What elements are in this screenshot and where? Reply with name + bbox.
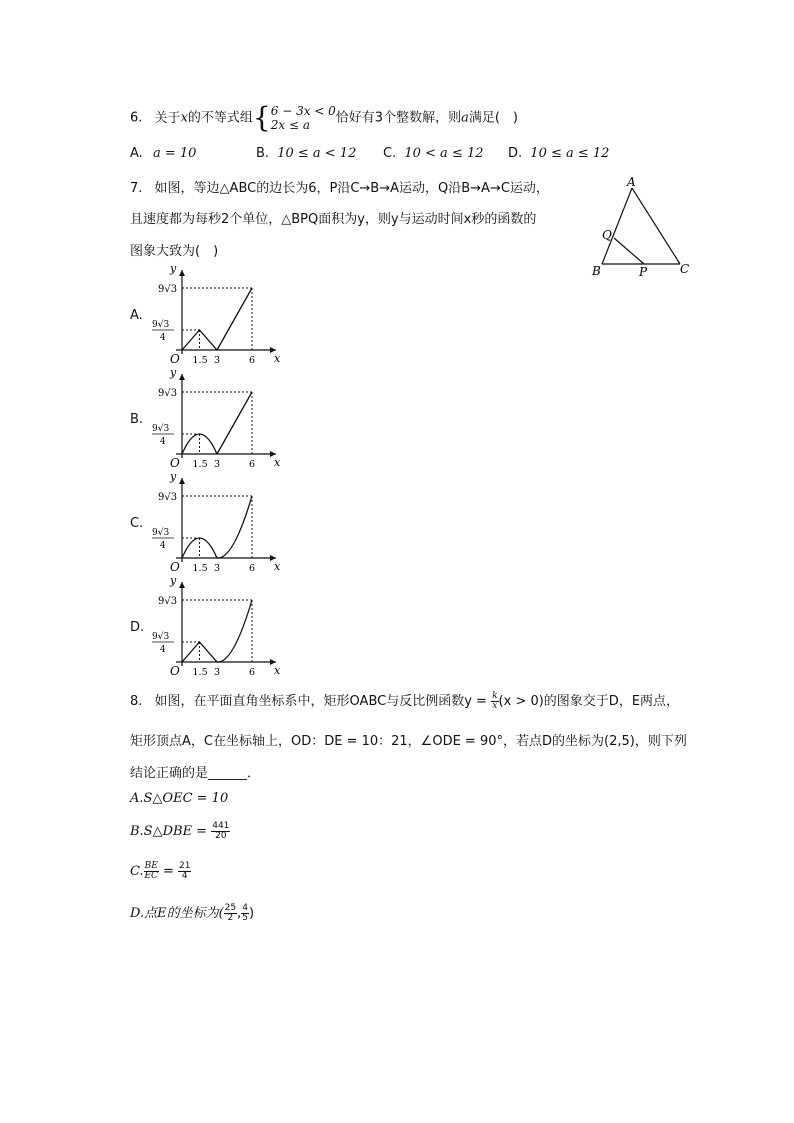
x-tick-3: 3 (214, 667, 221, 678)
q7-option-b-graph (146, 366, 286, 470)
y-tick-mid-den: 4 (160, 333, 166, 343)
y-tick-mid-den: 4 (160, 437, 166, 447)
x-tick-1-5: 1.5 (192, 667, 208, 678)
y-tick-mid-num: 9√3 (152, 320, 170, 330)
frac-den: 4 (181, 871, 188, 881)
frac-num: 4 (242, 903, 248, 913)
q6-option-d-text: 10 ≤ a ≤ 12 (530, 146, 610, 161)
x-tick-1-5: 1.5 (192, 459, 208, 470)
y-axis-label: y (170, 262, 177, 275)
y-tick-mid-den: 4 (160, 645, 166, 655)
q8-option-b-left: B.S△DBE = (130, 824, 208, 839)
curve-second-part (217, 600, 252, 662)
y-axis-arrow-icon (179, 374, 185, 380)
y-tick-top: 9√3 (158, 284, 178, 295)
y-tick-mid-num: 9√3 (152, 632, 170, 642)
q8-option-d-x (224, 904, 237, 923)
origin-label: O (170, 352, 180, 366)
point-label-p: P (639, 265, 648, 279)
q7-option-c-label: C. (130, 516, 144, 531)
q8-text-line1a: 如图，在平面直角坐标系中，矩形OABC与反比例函数y = (154, 694, 487, 709)
q8-option-d (130, 902, 254, 923)
frac-num: 21 (179, 861, 191, 871)
y-axis-label: y (170, 574, 177, 587)
q6-suffix2: 满足( ) (468, 110, 518, 126)
q8-option-c (130, 862, 191, 881)
frac-den: 2 (227, 913, 234, 923)
x-axis-label: x (274, 456, 281, 469)
x-tick-1-5: 1.5 (192, 563, 208, 574)
q6-option-d-label: D. (508, 146, 523, 161)
frac-den: EC (144, 871, 158, 881)
y-tick-mid-den: 4 (160, 541, 166, 551)
q6-mid: 的不等式组 (187, 110, 253, 126)
q6-stem (130, 101, 518, 134)
q6-number: 6. (130, 110, 143, 126)
x-tick-3: 3 (214, 563, 221, 574)
q8-option-c-ratio (144, 862, 159, 881)
q8-option-c-value (178, 862, 191, 881)
vertex-label-b: B (592, 264, 601, 278)
frac-num: 25 (224, 903, 237, 913)
q7-option-d-label: D. (130, 620, 145, 635)
y-tick-top: 9√3 (158, 388, 178, 399)
q7-line3: 图象大致为( ) (130, 244, 219, 259)
q6-prefix: 关于 (154, 110, 181, 126)
q8-option-d-y (241, 904, 249, 923)
y-tick-mid-num: 9√3 (152, 424, 170, 434)
q6-option-b-label: B. (256, 146, 270, 161)
q8-option-b-fraction (211, 822, 230, 841)
x-axis-label: x (274, 560, 281, 573)
q8-option-b (130, 822, 230, 841)
y-axis-label: y (170, 366, 177, 379)
q8-option-d-left: D.点E的坐标为( (130, 906, 224, 921)
y-tick-mid-num: 9√3 (152, 528, 170, 538)
y-tick-top: 9√3 (158, 596, 178, 607)
q7-line2: 且速度都为每秒2个单位，△BPQ面积为y，则y与运动时间x秒的函数的 (130, 212, 537, 227)
q6-var-x: x (180, 110, 188, 126)
left-brace-icon: { (252, 101, 271, 134)
q8-option-d-sep: , (237, 906, 242, 921)
x-axis-label: x (274, 664, 281, 677)
y-axis-arrow-icon (179, 582, 185, 588)
q8-option-a: A.S△OEC = 10 (130, 791, 229, 806)
y-axis-arrow-icon (179, 478, 185, 484)
x-tick-3: 3 (214, 459, 221, 470)
q8-line2: 矩形顶点A，C在坐标轴上，OD：DE = 10：21，∠ODE = 90°，若点D的坐标为(2,5)，则下列 (130, 734, 687, 749)
q6-option-a-text: a = 10 (152, 146, 197, 161)
q8-number: 8. (130, 694, 143, 709)
q7-option-b-label: B. (130, 412, 144, 427)
curve-second-part (217, 288, 252, 350)
q8-line1 (130, 690, 679, 711)
frac-num: BE (144, 861, 158, 871)
x-axis-label: x (274, 352, 281, 365)
q7-line1 (130, 177, 549, 196)
q7-option-d-graph (146, 574, 286, 678)
vertex-label-a: A (627, 176, 636, 189)
q7-text-line1: 如图，等边△ABC的边长为6，P沿C→B→A运动，Q沿B→A→C运动， (154, 181, 549, 196)
y-tick-top: 9√3 (158, 492, 178, 503)
q7-option-a-graph (146, 262, 286, 366)
y-axis-arrow-icon (179, 270, 185, 276)
q6-option-c (383, 146, 484, 161)
q6-var-a: a (461, 110, 469, 126)
origin-label: O (170, 664, 180, 678)
q7-option-a-label: A. (130, 308, 143, 323)
q6-inequality-system (252, 101, 336, 134)
x-tick-6: 6 (249, 459, 256, 470)
q7-triangle-figure (588, 176, 698, 281)
q6-suffix1: 恰好有3个整数解，则 (335, 110, 462, 126)
q8-option-c-left: C. (130, 864, 144, 879)
q8-line3: 结论正确的是______． (130, 766, 261, 781)
q8-fraction-k-over-x (491, 692, 498, 711)
frac-den: 5 (242, 913, 248, 923)
frac-num: 441 (212, 821, 230, 831)
x-tick-1-5: 1.5 (192, 355, 208, 366)
q6-option-a (130, 146, 196, 161)
q6-eq1: 6 − 3x < 0 (270, 104, 336, 118)
q8-text-line1b: (x > 0)的图象交于D，E两点， (498, 694, 680, 709)
y-axis-label: y (170, 470, 177, 483)
frac-den: 20 (215, 831, 227, 841)
q7-number: 7. (130, 181, 143, 196)
curve-second-part (217, 392, 252, 454)
x-tick-6: 6 (249, 563, 256, 574)
curve-second-part (217, 496, 252, 558)
q6-option-c-text: 10 < a ≤ 12 (404, 146, 484, 161)
q6-option-b-text: 10 ≤ a < 12 (277, 146, 357, 161)
q8-option-d-right: ) (248, 906, 255, 921)
q6-option-a-label: A. (130, 146, 143, 161)
q6-option-b (256, 146, 356, 161)
point-label-q: Q (602, 228, 612, 242)
x-tick-3: 3 (214, 355, 221, 366)
origin-label: O (170, 456, 180, 470)
frac-num: k (492, 691, 498, 701)
q6-option-c-label: C. (383, 146, 397, 161)
vertex-label-c: C (680, 262, 690, 276)
q6-eq2: 2x ≤ a (270, 118, 310, 132)
q8-option-c-eq: = (162, 864, 174, 879)
q7-option-c-graph (146, 470, 286, 574)
x-tick-6: 6 (249, 667, 256, 678)
x-tick-6: 6 (249, 355, 256, 366)
q6-option-d (508, 146, 609, 161)
origin-label: O (170, 560, 180, 574)
frac-den: x (492, 701, 498, 711)
